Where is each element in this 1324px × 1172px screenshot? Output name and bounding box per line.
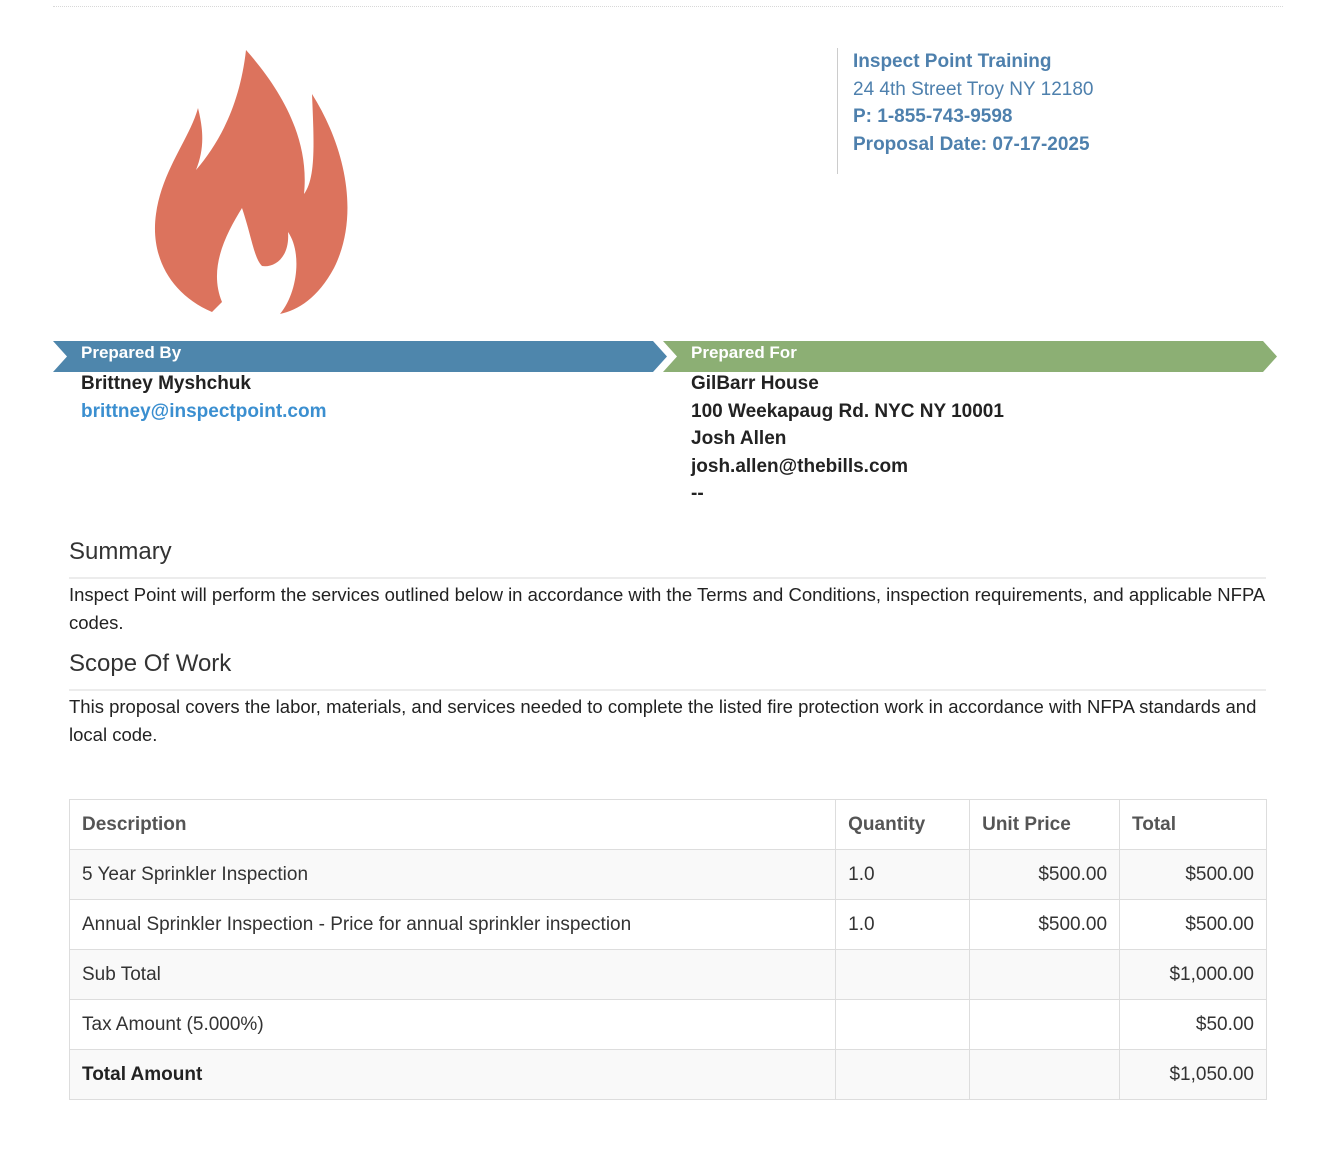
prepared-for-details [691, 370, 1004, 508]
item-quantity: 1.0 [836, 850, 970, 900]
preparer-name: Brittney Myshchuk [81, 373, 251, 394]
client-phone: -- [691, 483, 704, 504]
scope-text: This proposal covers the labor, materials, and services needed to complete the listed fire protection work in accordance with NFPA standards and local code. [69, 696, 1257, 745]
tax-value: $50.00 [1120, 1000, 1267, 1050]
company-phone: P: 1-855-743-9598 [853, 106, 1013, 127]
company-address: 24 4th Street Troy NY 12180 [853, 78, 1094, 100]
prepared-by-ribbon [53, 341, 667, 372]
tax-row [70, 1000, 1267, 1050]
client-contact: Josh Allen [691, 428, 787, 449]
total-value: $1,050.00 [1120, 1050, 1267, 1100]
prepared-for-ribbon [663, 341, 1277, 372]
item-unit-price: $500.00 [970, 850, 1120, 900]
subtotal-label: Sub Total [70, 950, 836, 1000]
flame-icon [150, 46, 355, 316]
item-quantity: 1.0 [836, 900, 970, 950]
line-items-table [69, 799, 1267, 1100]
item-unit-price: $500.00 [970, 900, 1120, 950]
company-name: Inspect Point Training [853, 51, 1052, 72]
summary-section [69, 537, 1266, 637]
total-row [70, 1050, 1267, 1100]
prepared-by-heading: Prepared By [81, 343, 182, 362]
table-row [70, 900, 1267, 950]
col-header-description: Description [70, 800, 836, 850]
company-info [837, 48, 1093, 174]
col-header-total: Total [1120, 800, 1267, 850]
prepared-by-details [81, 370, 327, 425]
item-total: $500.00 [1120, 850, 1267, 900]
client-email: josh.allen@thebills.com [691, 455, 909, 477]
tax-label: Tax Amount (5.000%) [70, 1000, 836, 1050]
proposal-date: Proposal Date: 07-17-2025 [853, 133, 1090, 155]
item-description: Annual Sprinkler Inspection - Price for annual sprinkler inspection [70, 900, 836, 950]
table-header-row [70, 800, 1267, 850]
col-header-unit-price: Unit Price [970, 800, 1120, 850]
col-header-quantity: Quantity [836, 800, 970, 850]
prepared-for-heading: Prepared For [691, 343, 797, 362]
summary-heading: Summary [69, 537, 1266, 579]
scope-section [69, 649, 1266, 749]
subtotal-row [70, 950, 1267, 1000]
scope-heading: Scope Of Work [69, 649, 1266, 691]
client-address: 100 Weekapaug Rd. NYC NY 10001 [691, 400, 1004, 422]
subtotal-value: $1,000.00 [1120, 950, 1267, 1000]
item-description: 5 Year Sprinkler Inspection [70, 850, 836, 900]
table-row [70, 850, 1267, 900]
item-total: $500.00 [1120, 900, 1267, 950]
top-divider [53, 6, 1283, 7]
total-label: Total Amount [70, 1050, 836, 1100]
client-company: GilBarr House [691, 373, 819, 394]
preparer-email-link[interactable]: brittney@inspectpoint.com [81, 400, 327, 422]
summary-text: Inspect Point will perform the services outlined below in accordance with the Terms and Conditions, inspection requirements, and applicable NFPA codes. [69, 584, 1265, 633]
